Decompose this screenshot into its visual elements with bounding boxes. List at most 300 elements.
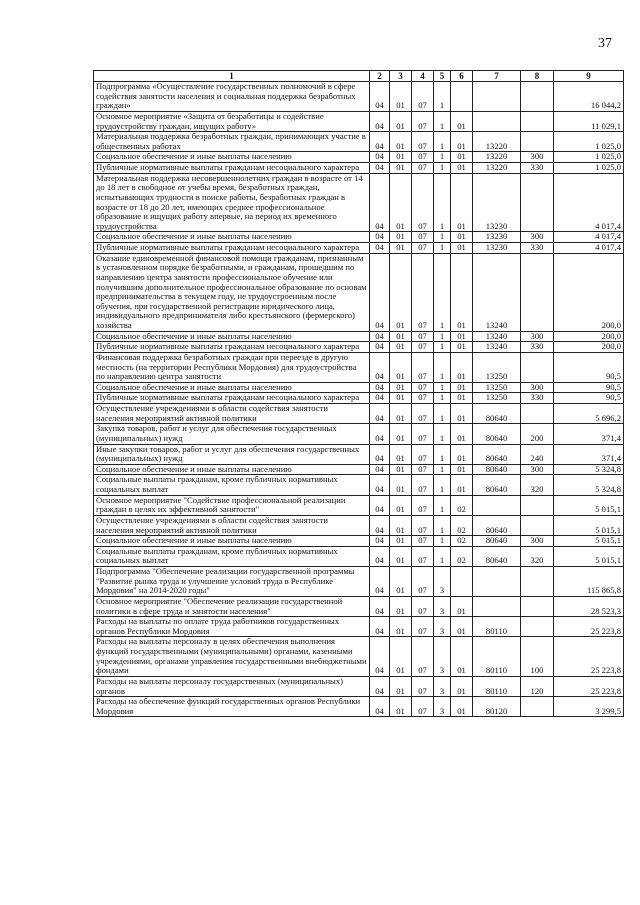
- amount-cell: 5 015,1: [554, 495, 624, 515]
- cs-direction-cell: 13250: [473, 352, 521, 382]
- pr-cell: 01: [390, 596, 412, 616]
- pr-cell: 01: [390, 567, 412, 597]
- cs-subprogram-cell: 1: [434, 475, 451, 495]
- vr-code-cell: [521, 111, 554, 131]
- rz-cell: 04: [370, 163, 390, 174]
- table-body: [94, 82, 624, 717]
- rz-cell: 04: [370, 232, 390, 243]
- amount-cell: 4 017,4: [554, 243, 624, 254]
- cs-event-cell: 01: [451, 424, 473, 444]
- cs-direction-cell: 13220: [473, 152, 521, 163]
- cs-event-cell: 02: [451, 515, 473, 535]
- row-name-cell: Расходы на выплаты персоналу государственных (муниципальных) органов: [94, 676, 370, 696]
- cs-direction-cell: 80110: [473, 617, 521, 637]
- cs-program-cell: 07: [412, 475, 434, 495]
- cs-event-cell: 01: [451, 404, 473, 424]
- rz-cell: 04: [370, 464, 390, 475]
- vr-code-cell: 300: [521, 331, 554, 342]
- cs-program-cell: 07: [412, 515, 434, 535]
- vr-code-cell: [521, 132, 554, 152]
- table-row: [94, 567, 624, 597]
- page-number: 37: [598, 36, 612, 51]
- cs-program-cell: 07: [412, 331, 434, 342]
- cs-event-cell: 01: [451, 163, 473, 174]
- vr-code-cell: [521, 352, 554, 382]
- table-row: [94, 243, 624, 254]
- rz-cell: 04: [370, 637, 390, 677]
- amount-cell: 371,4: [554, 424, 624, 444]
- row-name-cell: Социальное обеспечение и иные выплаты населению: [94, 331, 370, 342]
- table-row: [94, 82, 624, 112]
- table-row: [94, 111, 624, 131]
- cs-program-cell: 07: [412, 536, 434, 547]
- vr-code-cell: 200: [521, 424, 554, 444]
- pr-cell: 01: [390, 382, 412, 393]
- table-row: [94, 173, 624, 232]
- rz-cell: 04: [370, 617, 390, 637]
- cs-subprogram-cell: 1: [434, 253, 451, 331]
- row-name-cell: Оказание единовременной финансовой помощи гражданам, признанным в установленном порядке безработными, и гражданам, прошедшим по направлению центра занятости профессиональное обучение или получившим дополнительное профессиональное образование по основам предпринимательства в текущем году, не трудоустроенным после обучения, при государственной регистрации юридического лица, индивидуального предпринимателя либо крестьянского (фермерского) хозяйства: [94, 253, 370, 331]
- cs-direction-cell: 13250: [473, 382, 521, 393]
- cs-subprogram-cell: 1: [434, 464, 451, 475]
- rz-cell: 04: [370, 253, 390, 331]
- rz-cell: 04: [370, 567, 390, 597]
- row-name-cell: Осуществление учреждениями в области содействия занятости населения мероприятий активной политики: [94, 404, 370, 424]
- row-name-cell: Социальные выплаты гражданам, кроме публичных нормативных социальных выплат: [94, 546, 370, 566]
- table-row: [94, 393, 624, 404]
- vr-code-cell: 320: [521, 546, 554, 566]
- cs-program-cell: 07: [412, 163, 434, 174]
- amount-cell: 25 223,8: [554, 617, 624, 637]
- cs-direction-cell: 80640: [473, 404, 521, 424]
- pr-cell: 01: [390, 515, 412, 535]
- cs-direction-cell: 13220: [473, 163, 521, 174]
- cs-event-cell: 02: [451, 495, 473, 515]
- row-name-cell: Подпрограмма "Обеспечение реализации государственной программы "Развитие рынка труда и улучшение условий труда в Республике Мордовия" на 2014-2020 годы": [94, 567, 370, 597]
- cs-program-cell: 07: [412, 352, 434, 382]
- cs-program-cell: 07: [412, 111, 434, 131]
- cs-subprogram-cell: 1: [434, 111, 451, 131]
- row-name-cell: Основное мероприятие «Защита от безработицы и содействие трудоустройству граждан, ищущих работу»: [94, 111, 370, 131]
- row-name-cell: Социальное обеспечение и иные выплаты населению: [94, 536, 370, 547]
- cs-event-cell: 02: [451, 546, 473, 566]
- row-name-cell: Публичные нормативные выплаты гражданам несоциального характера: [94, 243, 370, 254]
- amount-cell: 4 017,4: [554, 173, 624, 232]
- cs-direction-cell: 80640: [473, 536, 521, 547]
- amount-cell: 200,0: [554, 253, 624, 331]
- pr-cell: 01: [390, 111, 412, 131]
- cs-direction-cell: 80640: [473, 424, 521, 444]
- pr-cell: 01: [390, 637, 412, 677]
- column-header-8: 8: [521, 71, 554, 82]
- row-name-cell: Подпрограмма «Осуществление государственных полномочий в сфере содействия занятости населения и социальная поддержка безработных граждан»: [94, 82, 370, 112]
- column-header-9: 9: [554, 71, 624, 82]
- column-header-3: 3: [390, 71, 412, 82]
- pr-cell: 01: [390, 173, 412, 232]
- cs-event-cell: 01: [451, 596, 473, 616]
- amount-cell: 4 017,4: [554, 232, 624, 243]
- rz-cell: 04: [370, 243, 390, 254]
- pr-cell: 01: [390, 232, 412, 243]
- table-row: [94, 382, 624, 393]
- vr-code-cell: 240: [521, 444, 554, 464]
- row-name-cell: Социальное обеспечение и иные выплаты населению: [94, 382, 370, 393]
- table-row: [94, 475, 624, 495]
- amount-cell: 1 025,0: [554, 152, 624, 163]
- cs-event-cell: 02: [451, 536, 473, 547]
- cs-event-cell: 01: [451, 152, 473, 163]
- row-name-cell: Финансовая поддержка безработных граждан при переезде в другую местность (на территории Республики Мордовия) для трудоустройства по направлению центра занятости: [94, 352, 370, 382]
- cs-program-cell: 07: [412, 495, 434, 515]
- column-header-6: 6: [451, 71, 473, 82]
- cs-event-cell: [451, 567, 473, 597]
- vr-code-cell: 330: [521, 393, 554, 404]
- cs-event-cell: 01: [451, 637, 473, 677]
- row-name-cell: Социальное обеспечение и иные выплаты населению: [94, 464, 370, 475]
- cs-event-cell: 01: [451, 243, 473, 254]
- table-row: [94, 163, 624, 174]
- cs-program-cell: 07: [412, 546, 434, 566]
- rz-cell: 04: [370, 132, 390, 152]
- budget-table: [93, 70, 624, 717]
- cs-direction-cell: 80640: [473, 475, 521, 495]
- table-row: [94, 253, 624, 331]
- cs-event-cell: 01: [451, 253, 473, 331]
- table-row: [94, 546, 624, 566]
- vr-code-cell: 330: [521, 243, 554, 254]
- amount-cell: 3 299,5: [554, 697, 624, 717]
- cs-program-cell: 07: [412, 382, 434, 393]
- column-header-5: 5: [434, 71, 451, 82]
- cs-program-cell: 07: [412, 424, 434, 444]
- cs-program-cell: 07: [412, 676, 434, 696]
- pr-cell: 01: [390, 404, 412, 424]
- amount-cell: 371,4: [554, 444, 624, 464]
- cs-direction-cell: 80110: [473, 637, 521, 677]
- cs-subprogram-cell: 1: [434, 393, 451, 404]
- cs-program-cell: 07: [412, 243, 434, 254]
- pr-cell: 01: [390, 546, 412, 566]
- cs-subprogram-cell: 1: [434, 243, 451, 254]
- rz-cell: 04: [370, 152, 390, 163]
- table-row: [94, 676, 624, 696]
- cs-program-cell: 07: [412, 464, 434, 475]
- cs-event-cell: 01: [451, 232, 473, 243]
- vr-code-cell: [521, 617, 554, 637]
- cs-program-cell: 07: [412, 132, 434, 152]
- row-name-cell: Материальная поддержка безработных граждан, принимающих участие в общественных работах: [94, 132, 370, 152]
- pr-cell: 01: [390, 331, 412, 342]
- cs-subprogram-cell: 1: [434, 163, 451, 174]
- pr-cell: 01: [390, 253, 412, 331]
- table-row: [94, 697, 624, 717]
- pr-cell: 01: [390, 163, 412, 174]
- table-row: [94, 495, 624, 515]
- cs-program-cell: 07: [412, 342, 434, 353]
- vr-code-cell: 330: [521, 342, 554, 353]
- cs-program-cell: 07: [412, 253, 434, 331]
- table-row: [94, 404, 624, 424]
- cs-subprogram-cell: 3: [434, 617, 451, 637]
- rz-cell: 04: [370, 342, 390, 353]
- row-name-cell: Иные закупки товаров, работ и услуг для обеспечения государственных (муниципальных) нужд: [94, 444, 370, 464]
- cs-subprogram-cell: 1: [434, 82, 451, 112]
- pr-cell: 01: [390, 464, 412, 475]
- cs-direction-cell: [473, 596, 521, 616]
- vr-code-cell: 300: [521, 536, 554, 547]
- cs-subprogram-cell: 1: [434, 342, 451, 353]
- cs-direction-cell: 80640: [473, 515, 521, 535]
- amount-cell: 5 696,2: [554, 404, 624, 424]
- vr-code-cell: 320: [521, 475, 554, 495]
- cs-program-cell: 07: [412, 697, 434, 717]
- rz-cell: 04: [370, 676, 390, 696]
- rz-cell: 04: [370, 173, 390, 232]
- pr-cell: 01: [390, 617, 412, 637]
- vr-code-cell: 300: [521, 382, 554, 393]
- cs-subprogram-cell: 1: [434, 546, 451, 566]
- rz-cell: 04: [370, 393, 390, 404]
- cs-direction-cell: 80120: [473, 697, 521, 717]
- cs-subprogram-cell: 3: [434, 596, 451, 616]
- table-row: [94, 342, 624, 353]
- amount-cell: 90,5: [554, 393, 624, 404]
- cs-direction-cell: 13240: [473, 331, 521, 342]
- cs-program-cell: 07: [412, 637, 434, 677]
- amount-cell: 5 015,1: [554, 515, 624, 535]
- column-header-2: 2: [370, 71, 390, 82]
- cs-event-cell: 01: [451, 393, 473, 404]
- cs-direction-cell: 13230: [473, 173, 521, 232]
- cs-subprogram-cell: 1: [434, 424, 451, 444]
- table-row: [94, 132, 624, 152]
- vr-code-cell: [521, 596, 554, 616]
- cs-subprogram-cell: 3: [434, 676, 451, 696]
- amount-cell: 1 025,0: [554, 132, 624, 152]
- cs-subprogram-cell: 1: [434, 232, 451, 243]
- vr-code-cell: [521, 697, 554, 717]
- pr-cell: 01: [390, 495, 412, 515]
- row-name-cell: Основное мероприятие "Содействие профессиональной реализации граждан в целях их эффективной занятости": [94, 495, 370, 515]
- cs-direction-cell: 13240: [473, 253, 521, 331]
- rz-cell: 04: [370, 596, 390, 616]
- cs-direction-cell: [473, 567, 521, 597]
- rz-cell: 04: [370, 424, 390, 444]
- vr-code-cell: [521, 567, 554, 597]
- row-name-cell: Расходы на выплаты персоналу в целях обеспечения выполнения функций государственными (муниципальными) органами, казенными учреждениями, органами управления государственными внебюджетными фондами: [94, 637, 370, 677]
- cs-program-cell: 07: [412, 567, 434, 597]
- pr-cell: 01: [390, 697, 412, 717]
- amount-cell: 25 223,8: [554, 637, 624, 677]
- row-name-cell: Осуществление учреждениями в области содействия занятости населения мероприятий активной политики: [94, 515, 370, 535]
- cs-direction-cell: 80640: [473, 546, 521, 566]
- pr-cell: 01: [390, 676, 412, 696]
- rz-cell: 04: [370, 475, 390, 495]
- amount-cell: 90,5: [554, 382, 624, 393]
- rz-cell: 04: [370, 352, 390, 382]
- amount-cell: 5 324,8: [554, 464, 624, 475]
- amount-cell: 16 044,2: [554, 82, 624, 112]
- table-row: [94, 617, 624, 637]
- amount-cell: 5 324,8: [554, 475, 624, 495]
- amount-cell: 200,0: [554, 342, 624, 353]
- vr-code-cell: [521, 82, 554, 112]
- row-name-cell: Социальное обеспечение и иные выплаты населению: [94, 232, 370, 243]
- table-row: [94, 536, 624, 547]
- table-row: [94, 352, 624, 382]
- pr-cell: 01: [390, 475, 412, 495]
- cs-event-cell: 01: [451, 382, 473, 393]
- vr-code-cell: [521, 173, 554, 232]
- column-header-4: 4: [412, 71, 434, 82]
- vr-code-cell: [521, 404, 554, 424]
- amount-cell: 200,0: [554, 331, 624, 342]
- amount-cell: 115 865,8: [554, 567, 624, 597]
- cs-subprogram-cell: 3: [434, 567, 451, 597]
- cs-program-cell: 07: [412, 617, 434, 637]
- column-header-1: 1: [94, 71, 370, 82]
- cs-event-cell: 01: [451, 617, 473, 637]
- cs-event-cell: 01: [451, 475, 473, 495]
- cs-direction-cell: 13220: [473, 132, 521, 152]
- cs-event-cell: 01: [451, 352, 473, 382]
- cs-subprogram-cell: 1: [434, 495, 451, 515]
- vr-code-cell: [521, 495, 554, 515]
- amount-cell: 28 523,3: [554, 596, 624, 616]
- cs-direction-cell: 80640: [473, 464, 521, 475]
- row-name-cell: Социальное обеспечение и иные выплаты населению: [94, 152, 370, 163]
- amount-cell: 90,5: [554, 352, 624, 382]
- table-row: [94, 515, 624, 535]
- pr-cell: 01: [390, 393, 412, 404]
- cs-subprogram-cell: 1: [434, 152, 451, 163]
- cs-program-cell: 07: [412, 232, 434, 243]
- rz-cell: 04: [370, 404, 390, 424]
- cs-event-cell: 01: [451, 342, 473, 353]
- cs-event-cell: 01: [451, 331, 473, 342]
- pr-cell: 01: [390, 444, 412, 464]
- cs-event-cell: 01: [451, 444, 473, 464]
- vr-code-cell: 330: [521, 163, 554, 174]
- pr-cell: 01: [390, 82, 412, 112]
- cs-program-cell: 07: [412, 173, 434, 232]
- cs-event-cell: [451, 82, 473, 112]
- row-name-cell: Материальная поддержка несовершеннолетних граждан в возрасте от 14 до 18 лет в свободное от учебы время, безработных граждан, испытывающих трудности в поиске работы, безработных граждан в возрасте от 18 до 20 лет, имеющих среднее профессиональное образование и ищущих работу впервые, на период их временного трудоустройства: [94, 173, 370, 232]
- row-name-cell: Публичные нормативные выплаты гражданам несоциального характера: [94, 393, 370, 404]
- cs-subprogram-cell: 1: [434, 132, 451, 152]
- row-name-cell: Основное мероприятие "Обеспечение реализации государственной политики в сфере труда и занятости населения": [94, 596, 370, 616]
- table-row: [94, 232, 624, 243]
- vr-code-cell: [521, 515, 554, 535]
- cs-subprogram-cell: 3: [434, 697, 451, 717]
- cs-event-cell: 01: [451, 464, 473, 475]
- vr-code-cell: [521, 253, 554, 331]
- rz-cell: 04: [370, 382, 390, 393]
- rz-cell: 04: [370, 536, 390, 547]
- cs-direction-cell: [473, 495, 521, 515]
- header-row: [94, 71, 624, 82]
- cs-program-cell: 07: [412, 152, 434, 163]
- table-row: [94, 596, 624, 616]
- cs-direction-cell: 13250: [473, 393, 521, 404]
- cs-direction-cell: [473, 82, 521, 112]
- vr-code-cell: 100: [521, 637, 554, 677]
- amount-cell: 11 029,1: [554, 111, 624, 131]
- rz-cell: 04: [370, 546, 390, 566]
- amount-cell: 1 025,0: [554, 163, 624, 174]
- rz-cell: 04: [370, 82, 390, 112]
- cs-subprogram-cell: 1: [434, 173, 451, 232]
- amount-cell: 25 223,8: [554, 676, 624, 696]
- rz-cell: 04: [370, 111, 390, 131]
- cs-program-cell: 07: [412, 404, 434, 424]
- cs-program-cell: 07: [412, 444, 434, 464]
- cs-subprogram-cell: 1: [434, 444, 451, 464]
- row-name-cell: Публичные нормативные выплаты гражданам несоциального характера: [94, 342, 370, 353]
- pr-cell: 01: [390, 243, 412, 254]
- column-header-7: 7: [473, 71, 521, 82]
- cs-event-cell: 01: [451, 111, 473, 131]
- cs-program-cell: 07: [412, 596, 434, 616]
- table-row: [94, 464, 624, 475]
- table-row: [94, 331, 624, 342]
- vr-code-cell: 120: [521, 676, 554, 696]
- cs-direction-cell: 13240: [473, 342, 521, 353]
- cs-event-cell: 01: [451, 173, 473, 232]
- cs-direction-cell: 80640: [473, 444, 521, 464]
- rz-cell: 04: [370, 331, 390, 342]
- cs-subprogram-cell: 1: [434, 331, 451, 342]
- cs-direction-cell: 13230: [473, 243, 521, 254]
- cs-direction-cell: 80110: [473, 676, 521, 696]
- rz-cell: 04: [370, 697, 390, 717]
- table-row: [94, 152, 624, 163]
- table-row: [94, 444, 624, 464]
- cs-subprogram-cell: 1: [434, 352, 451, 382]
- rz-cell: 04: [370, 444, 390, 464]
- cs-subprogram-cell: 1: [434, 404, 451, 424]
- table-row: [94, 637, 624, 677]
- rz-cell: 04: [370, 495, 390, 515]
- amount-cell: 5 015,1: [554, 546, 624, 566]
- table-header: [94, 71, 624, 82]
- cs-program-cell: 07: [412, 393, 434, 404]
- row-name-cell: Расходы на выплаты по оплате труда работников государственных органов Республики Мордовия: [94, 617, 370, 637]
- vr-code-cell: 300: [521, 232, 554, 243]
- cs-subprogram-cell: 1: [434, 382, 451, 393]
- pr-cell: 01: [390, 152, 412, 163]
- pr-cell: 01: [390, 132, 412, 152]
- pr-cell: 01: [390, 536, 412, 547]
- rz-cell: 04: [370, 515, 390, 535]
- cs-subprogram-cell: 3: [434, 637, 451, 677]
- cs-event-cell: 01: [451, 132, 473, 152]
- cs-program-cell: 07: [412, 82, 434, 112]
- vr-code-cell: 300: [521, 464, 554, 475]
- cs-subprogram-cell: 1: [434, 536, 451, 547]
- cs-event-cell: 01: [451, 676, 473, 696]
- amount-cell: 5 015,1: [554, 536, 624, 547]
- row-name-cell: Расходы на обеспечение функций государственных органов Республики Мордовия: [94, 697, 370, 717]
- table-row: [94, 424, 624, 444]
- row-name-cell: Социальные выплаты гражданам, кроме публичных нормативных социальных выплат: [94, 475, 370, 495]
- pr-cell: 01: [390, 424, 412, 444]
- cs-subprogram-cell: 1: [434, 515, 451, 535]
- row-name-cell: Закупка товаров, работ и услуг для обеспечения государственных (муниципальных) нужд: [94, 424, 370, 444]
- cs-event-cell: 01: [451, 697, 473, 717]
- pr-cell: 01: [390, 342, 412, 353]
- vr-code-cell: 300: [521, 152, 554, 163]
